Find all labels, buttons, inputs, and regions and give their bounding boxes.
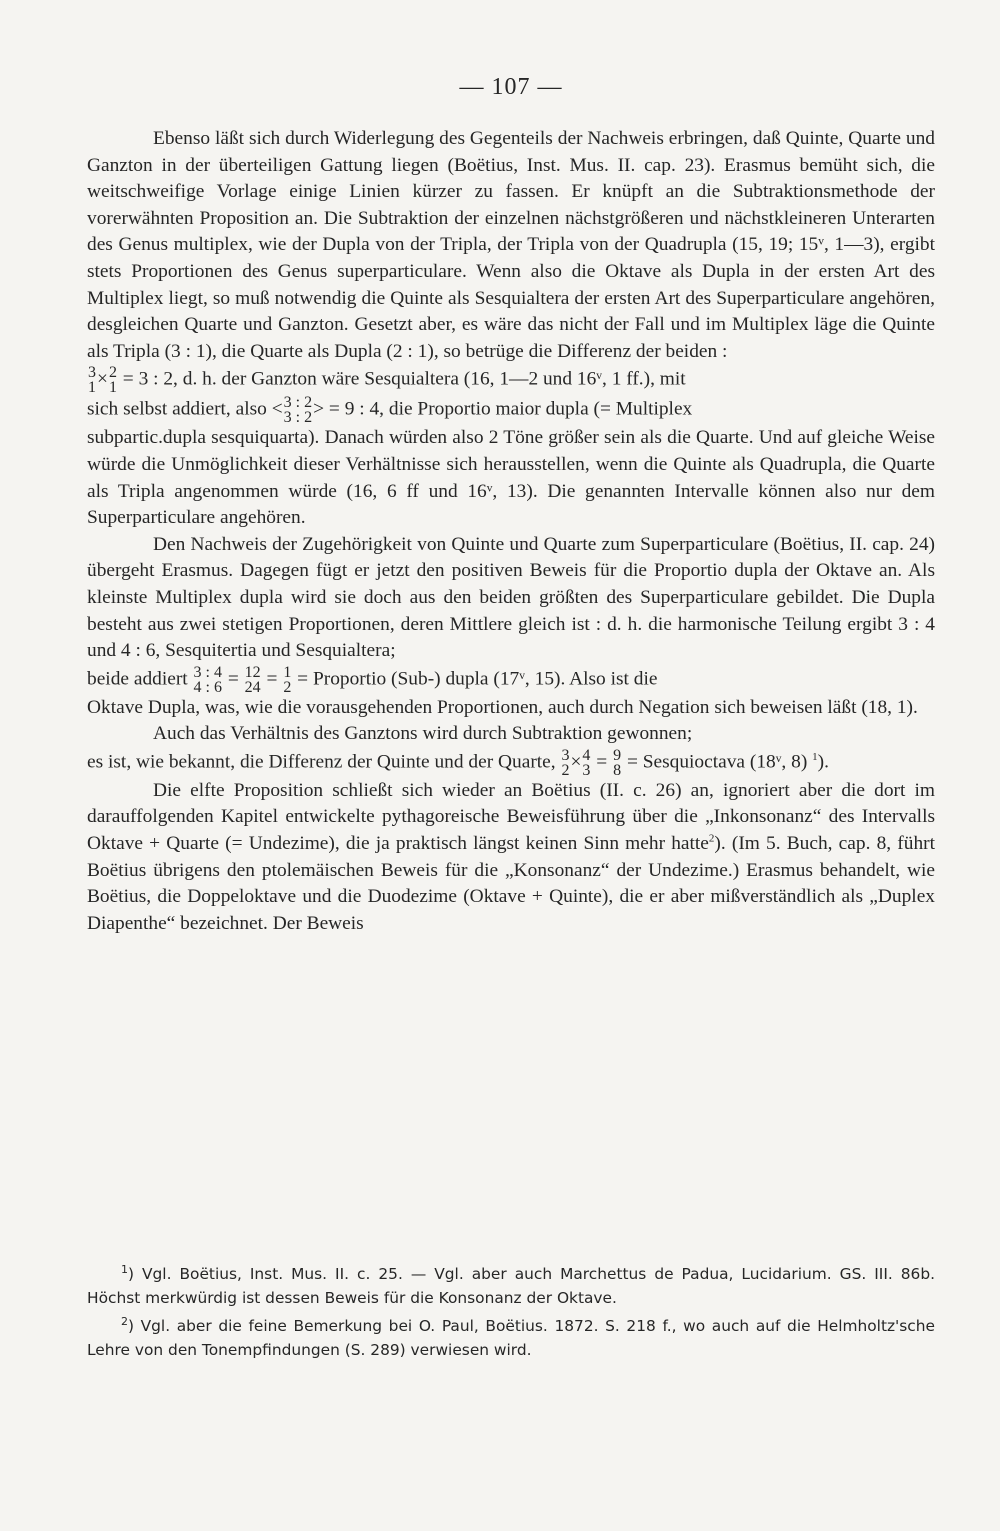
footnote-ref-1: 1 [812,750,818,763]
footnote-text: ) Vgl. aber die feine Bemerkung bei O. Paul, Boëtius. 1872. S. 218 f., wo auch auf die Helmholtz'sche Lehre von den Tonempfindungen (S. 289) verwiesen wird. [87,1317,935,1359]
angle-right: > [313,398,325,420]
footnote-1 [87,1262,935,1310]
paragraph-13 [87,778,935,938]
equals-sign: = [596,751,608,773]
fraction: 3 : 2 3 : 2 [283,394,313,427]
footnote-ref-2: 2 [708,832,715,845]
footnote-ref-close: ). [817,751,829,773]
paragraph-3: sich selbst addiert, also [87,398,267,420]
footnotes [87,1262,935,1362]
paragraph-12: = Sesquioctava (18ᵛ, 8) [626,751,808,773]
paragraph-11: es ist, wie bekannt, die Differenz der Quinte und der Quarte, [87,751,556,773]
paragraph-4: = 9 : 4, die Proportio maior dupla (= Multiplex [328,398,693,420]
footnote-ref-close: ). [714,833,726,855]
paragraph-8: = Proportio (Sub-) dupla (17ᵛ, 15). Also ist die [297,668,658,690]
paragraph-10: Auch das Verhältnis des Ganztons wird durch Subtraktion gewonnen; [153,723,693,745]
footnote-text: ) Vgl. Boëtius, Inst. Mus. II. c. 25. — Vgl. aber auch Marchettus de Padua, Lucidarium. GS. III. 86b. Höchst merkwürdig ist dessen Beweis für die Konsonanz der Oktave. [87,1265,935,1307]
paragraph-1: Ebenso läßt sich durch Widerlegung des Gegenteils der Nachweis erbringen, daß Quinte, Quarte und Ganzton in der überteiligen Gattung liegen (Boëtius, Inst. Mus. II. cap. 23). Erasmus bemüht sich, die weitschweifige Vorlage einige Linien kürzer zu fassen. Er knüpft an die Subtraktionsmethode der vorerwähnten Proposition an. Die Subtraktion der einzelnen nächstgrößeren und nächstkleineren Unterarten des Genus multiplex, wie der Dupla von der Tripla, der Tripla von der Quadrupla (15, 19; 15ᵛ, 1—3), ergibt stets Proportionen des Genus superparticulare. Wenn also die Oktave als Dupla in der ersten Art des Multiplex liegt, so muß notwendig die Quinte als Sesquialtera der ersten Art des Superparticulare angehören, desgleichen Quarte und Ganzton. Gesetzt aber, es wäre das nicht der Fall und im Multiplex läge die Quinte als Tripla (3 : 1), die Quarte als Dupla (2 : 1), so betrüge die Differenz der beiden : [87,128,935,362]
times-sign: × [570,751,582,773]
footnote-mark: 1 [121,1262,128,1276]
paragraph-2: = 3 : 2, d. h. der Ganzton wäre Sesquialtera (16, 1—2 und 16ᵛ, 1 ff.), mit [122,368,686,390]
fraction: 3 1 [88,364,96,397]
fraction: 12 24 [244,663,261,696]
fraction: 3 2 [561,746,570,779]
fraction: 1 2 [283,663,292,696]
angle-left: < [271,398,283,420]
paragraph-13-text: Die elfte Proposition schließt sich wieder an Boëtius (II. c. 26) an, ignoriert aber die dort im darauffolgenden Kapitel entwickelte pythagoreische Beweisführung über die „Inkonsonanz“ des Intervalls Oktave + Quarte (= Undezime), die ja praktisch längst keinen Sinn mehr hatte [87,779,935,855]
fraction: 9 8 [613,746,622,779]
paragraph-7: beide addiert [87,668,188,690]
fraction: 4 3 [582,746,591,779]
footnote-mark: 2 [121,1314,128,1328]
main-text [87,126,935,937]
equals-sign: = [266,668,278,690]
page-number: — 107 — [459,74,563,100]
equation-line-2 [87,395,935,425]
equation-line-4 [87,748,935,778]
equation-line-3 [87,665,935,695]
paragraph-13-continued: (Im 5. Buch, cap. 8, führt Boëtius übrigens den ptolemäischen Beweis für die „Konsonanz“ der Undezime.) Erasmus behandelt, wie Boëtius, die Doppeloktave und die Duodezime (Oktave + Quinte), die er aber mißverständlich als „Duplex Diapenthe“ bezeichnet. Der Beweis [87,833,935,934]
paragraph-5: subpartic.dupla sesquiquarta). Danach würden also 2 Töne größer sein als die Quarte. Und auf gleiche Weise würde die Unmöglichkeit dieser Verhältnisse sich herausstellen, wenn die Quinte als Quadrupla, die Quarte als Tripla angenommen würde (16, 6 ff und 16ᵛ, 13). Die genannten Intervalle können also nur dem Superparticulare angehören. [87,427,935,529]
fraction: 2 1 [108,364,117,397]
footnote-2 [87,1314,935,1362]
paragraph-9: Oktave Dupla, was, wie die vorausgehenden Proportionen, auch durch Negation sich beweisen läßt (18, 1). [87,696,918,718]
equals-sign: = [227,668,239,690]
times-sign: × [97,368,108,390]
paragraph-6: Den Nachweis der Zugehörigkeit von Quinte und Quarte zum Superparticulare (Boëtius, II. cap. 24) übergeht Erasmus. Dagegen fügt er jetzt den positiven Beweis für die Proportio dupla der Oktave an. Als kleinste Multiplex dupla wird sie doch aus den beiden größten des Superparticulare gebildet. Die Dupla besteht aus zwei stetigen Proportionen, deren Mittlere gleich ist : d. h. die harmonische Teilung ergibt 3 : 4 und 4 : 6, Sesquitertia und Sesquialtera; [87,533,935,662]
equation-line-1 [87,365,935,395]
fraction: 3 : 4 4 : 6 [193,663,222,696]
